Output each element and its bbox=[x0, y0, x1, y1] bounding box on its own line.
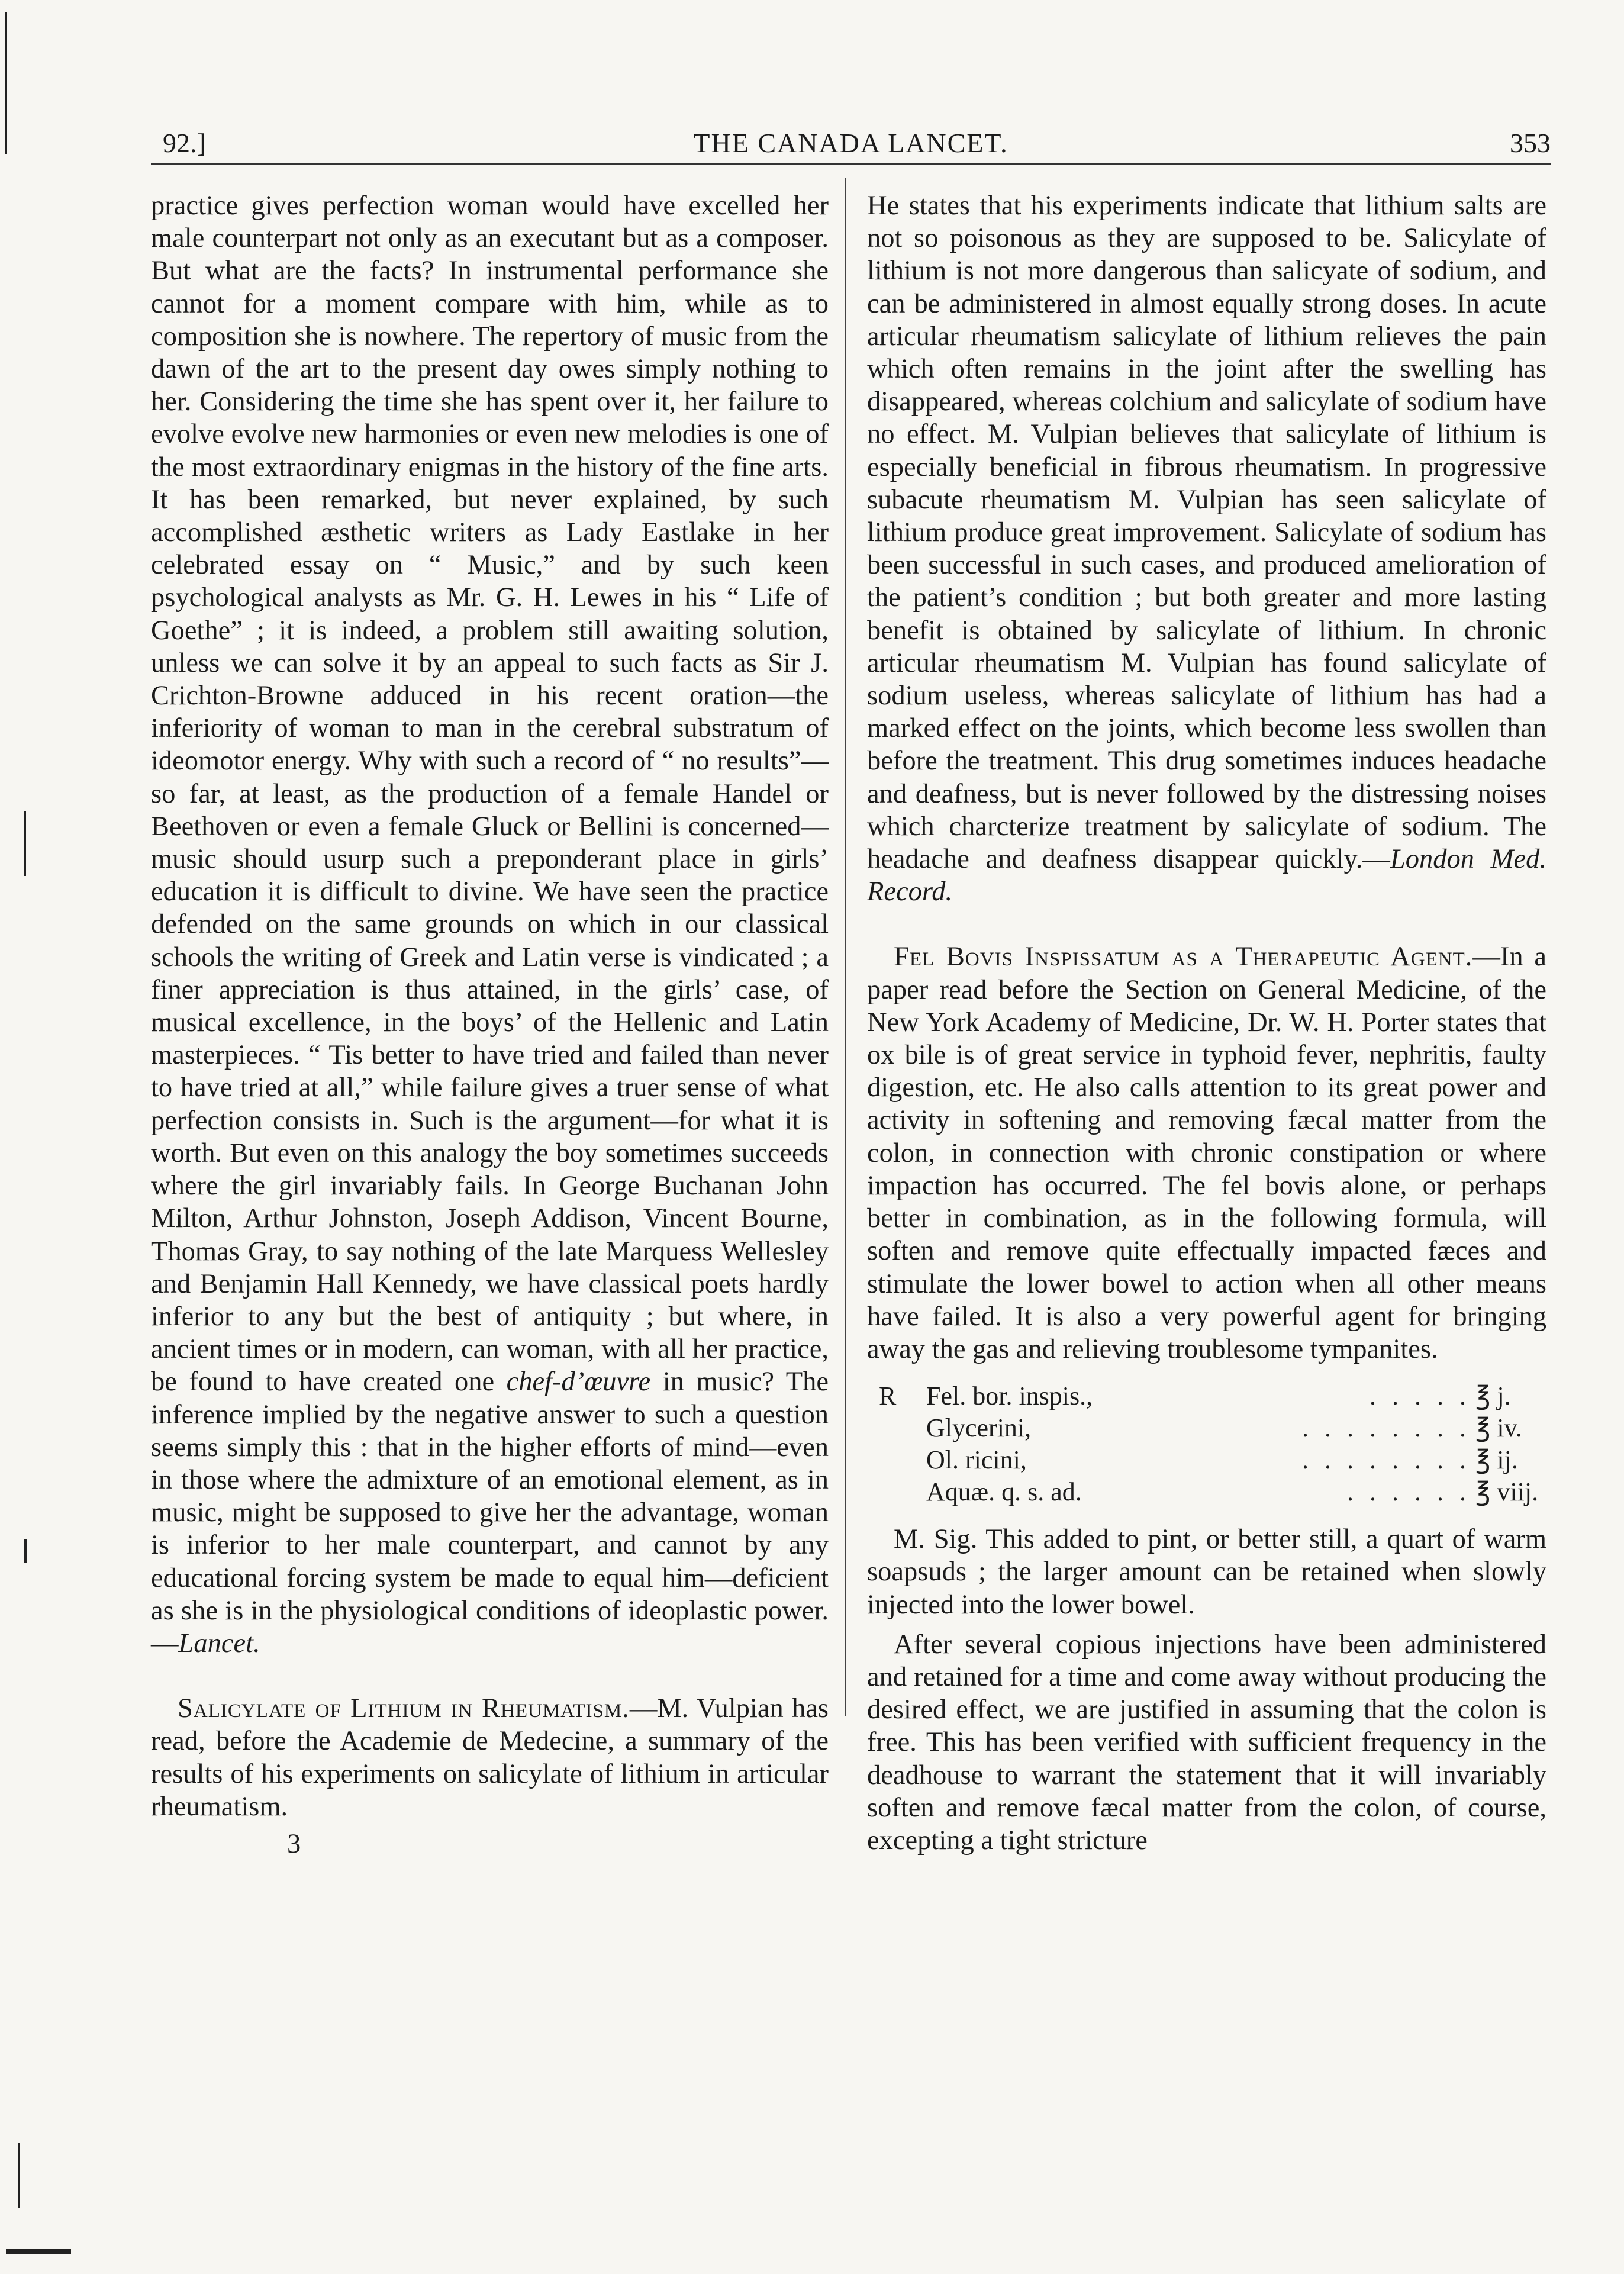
rx-ingredient: Ol. ricini, bbox=[926, 1445, 1027, 1475]
music-article-text-b: in music? The inference implied by the negative answer to such a question seems simply this : that in the higher efforts of mind—even in those where the admixture of an emotional element, as in music, might be supposed to give her the advantage, woman is inferior to her male counterpart, and cannot by any educational forcing system be made to equal him—deficient as she is in the physiological conditions of ideoplastic power.— bbox=[151, 1367, 829, 1658]
fel-bovis-paragraph bbox=[867, 940, 1546, 1365]
prescription-row bbox=[867, 1412, 1546, 1444]
injection-paragraph: After several copious injections have been administered and retained for a time and come away without producing the desired effect, we are justified in assuming that the colon is free. This has been verified with sufficient frequency in the deadhouse to warrant the statement that it will invariably soften and remove fæcal matter from the colon, of course, excepting a tight stricture bbox=[867, 1629, 1546, 1856]
rx-leader-dots: . . . . . bbox=[1370, 1381, 1471, 1411]
scan-edge-mark bbox=[6, 2249, 71, 2254]
music-article-paragraph bbox=[151, 189, 829, 1660]
left-column bbox=[151, 189, 829, 1860]
rx-ingredient: Aquæ. q. s. ad. bbox=[926, 1477, 1082, 1507]
signature-mark: 3 bbox=[287, 1828, 301, 1859]
rx-symbol: R bbox=[879, 1381, 897, 1411]
lithium-article-text: —M. Vulpian has read, before the Academie de Medecine, a summary of the results of his experiments on salicylate of lithium in articular rheumatism. bbox=[151, 1693, 829, 1822]
rx-quantity: ℥ j. bbox=[1475, 1381, 1511, 1411]
fel-bovis-heading: Fel Bovis Inspissatum as a Therapeutic Agent. bbox=[894, 942, 1473, 972]
fel-bovis-text: —In a paper read before the Section on General Medicine, of the New York Academy of Medicine, Dr. W. H. Porter states that ox bile is of great service in typhoid fever, nephritis, faulty digestion, etc. He also calls attention to its great power and activity in softening and removing fæcal matter from the colon, in connection with chronic constipation or where impaction has occurred. The fel bovis alone, or perhaps better in combination, as in the following formula, will soften and remove quite effectually impacted fæces and stimulate the lower bowel to action when all other means have failed. It is also a very powerful agent for bringing away the gas and relieving troublesome tympanites. bbox=[867, 942, 1547, 1364]
page-number: 353 bbox=[1510, 128, 1551, 158]
rx-leader-dots: . . . . . . . . bbox=[1302, 1413, 1471, 1443]
rx-leader-dots: . . . . . . bbox=[1347, 1477, 1471, 1507]
header-page-left: 92.] bbox=[163, 128, 206, 158]
prescription-row bbox=[867, 1444, 1546, 1476]
lancet-source: Lancet. bbox=[178, 1628, 260, 1658]
column-divider bbox=[845, 178, 846, 1716]
rx-quantity: ℥ iv. bbox=[1475, 1413, 1522, 1443]
lithium-continued-text: He states that his experiments indicate that lithium salts are not so poisonous as they are supposed to be. Salicylate of lithium is not more dangerous than salicyate of sodium, and can be administered in almost equally strong doses. In acute articular rheumatism salicylate of lithium relieves the pain which often remains in the joint after the swelling has disappeared, whereas colchium and salicylate of sodium have no effect. M. Vulpian believes that salicylate of lithium is especially beneficial in fibrous rheumatism. In progressive subacute rheumatism M. Vulpian has seen salicylate of lithium produce great improvement. Salicylate of sodium has been successful in such cases, and produced amelioration of the patient’s condition ; but both greater and more lasting benefit is obtained by salicylate of lithium. In chronic articular rheumatism M. Vulpian has found salicylate of sodium useless, whereas salicylate of lithium has had a marked effect on the joints, which become less swollen than before the treatment. This drug sometimes induces headache and deafness, but is never followed by the distressing noises which charcterize treatment by salicylate of sodium. The headache and deafness disappear quickly.— bbox=[867, 191, 1546, 875]
music-article-text-a: practice gives perfection woman would have excelled her male counterpart not only as an executant but as a composer. But what are the facts? In instrumental performance she cannot for a moment compare with him, while as to composition she is nowhere. The repertory of music from the dawn of the art to the present day owes simply nothing to her. Considering the time she has spent over it, her failure to evolve evolve new harmonies or even new melodies is one of the most extraordinary enigmas in the history of the fine arts. It has been remarked, but never explained, by such accomplished æsthetic writers as Lady Eastlake in her celebrated essay on “ Music,” and by such keen psychological analysts as Mr. G. H. Lewes in his “ Life of Goethe” ; it is indeed, a problem still awaiting solution, unless we can solve it by an appeal to such facts as Sir J. Crichton-Browne adduced in his recent oration—the inferiority of woman to man in the cerebral substratum of ideomotor energy. Why with such a record of “ no results”—so far, at least, as the production of a female Handel or Beethoven or even a female Gluck or Bellini is concerned—music should usurp such a preponderant place in girls’ education it is difficult to divine. We have seen the practice defended on the same grounds on which in our classical schools the writing of Greek and Latin verse is vindicated ; a finer appreciation is thus attained, in the girls’ case, of musical excellence, in the boys’ of the Hellenic and Latin masterpieces. “ Tis better to have tried and failed than never to have tried at all,” while failure gives a truer sense of what perfection consists in. Such is the argument—for what it is worth. But even on this analogy the boy sometimes succeeds where the girl invariably fails. In George Buchanan John Milton, Arthur Johnston, Joseph Addison, Vincent Bourne, Thomas Gray, to say nothing of the late Marquess Wellesley and Benjamin Hall Kennedy, we have classical poets hardly inferior to any but the best of antiquity ; but where, in ancient times or in modern, can woman, with all her practice, be found to have created one bbox=[151, 191, 829, 1397]
scan-edge-mark bbox=[24, 1539, 27, 1563]
running-header bbox=[151, 121, 1551, 165]
rx-quantity: ℥ ij. bbox=[1475, 1445, 1518, 1475]
prescription-block bbox=[867, 1380, 1546, 1508]
scan-edge-mark bbox=[18, 2143, 20, 2208]
scan-edge-mark bbox=[5, 12, 7, 154]
chef-doeuvre-italic: chef-d’œuvre bbox=[506, 1367, 651, 1397]
lithium-article-continued bbox=[867, 189, 1546, 908]
right-column bbox=[867, 189, 1546, 1857]
rx-leader-dots: . . . . . . . . bbox=[1302, 1445, 1471, 1475]
lithium-article-paragraph bbox=[151, 1692, 829, 1823]
prescription-row bbox=[867, 1476, 1546, 1508]
rx-quantity: ℥ viij. bbox=[1475, 1477, 1539, 1507]
journal-title: THE CANADA LANCET. bbox=[693, 128, 1008, 158]
sig-paragraph: M. Sig. This added to pint, or better still, a quart of warm soapsuds ; the larger amount can be retained when slowly injected into the lower bowel. bbox=[867, 1524, 1546, 1620]
london-med-record-source: London Med. Record. bbox=[867, 844, 1546, 907]
lithium-article-heading: Salicylate of Lithium in Rheumatism. bbox=[178, 1693, 630, 1724]
rx-ingredient: Fel. bor. inspis., bbox=[926, 1381, 1093, 1411]
prescription-row bbox=[867, 1380, 1546, 1412]
scan-edge-mark bbox=[24, 811, 26, 876]
rx-ingredient: Glycerini, bbox=[926, 1413, 1032, 1443]
